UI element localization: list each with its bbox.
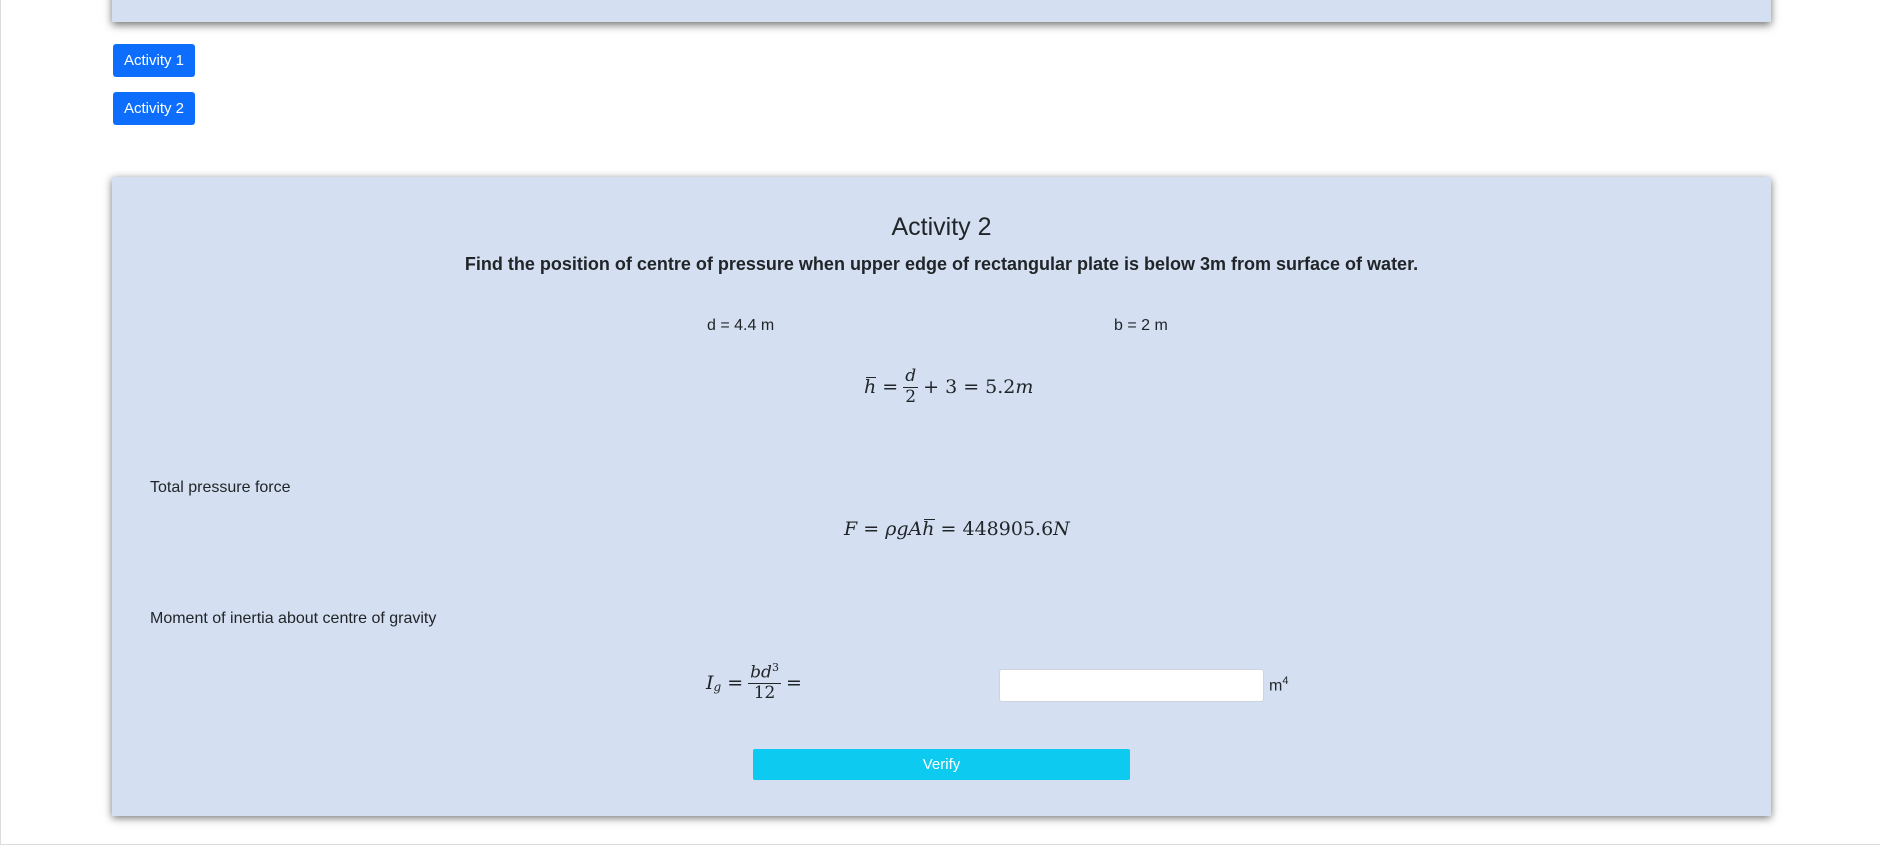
answer-unit: $m^4$ xyxy=(1269,675,1289,695)
bd3-over-12-fraction: $\frac{bd^3}{12}$ xyxy=(750,661,779,704)
d-over-2-fraction: $\frac{d}{2}$ xyxy=(905,366,917,407)
activity-2-button[interactable]: Activity 2 xyxy=(113,92,195,125)
verify-button[interactable]: Verify xyxy=(753,749,1130,780)
h-bar-symbol: h xyxy=(864,376,877,399)
centroid-depth-unit: m xyxy=(1015,376,1034,399)
pressure-force-unit: N xyxy=(1053,518,1070,540)
activity-question: Find the position of centre of pressure when upper edge of rectangular plate is below 3m from surface of water. xyxy=(464,254,1419,274)
centroid-depth-result: + 3 = 5.2 xyxy=(923,376,1016,399)
pressure-force-equation: F = ρgA h = 448905.6 N xyxy=(844,518,1070,540)
moment-of-inertia-label: Moment of inertia about centre of gravity xyxy=(150,610,437,627)
previous-activity-card xyxy=(112,0,1771,22)
activity-card xyxy=(112,177,1771,816)
activity-1-button[interactable]: Activity 1 xyxy=(113,44,195,77)
given-depth: d = 4.4 m xyxy=(707,317,775,334)
centroid-depth-equation: h = $\frac{d}{2}$ + 3 = 5.2 m xyxy=(864,366,1034,407)
activity-title: Activity 2 xyxy=(891,213,992,241)
total-pressure-force-label: Total pressure force xyxy=(150,479,291,496)
moment-of-inertia-input[interactable] xyxy=(999,669,1264,702)
given-breadth: b = 2 m xyxy=(1114,317,1168,334)
pressure-force-result: = 448905.6 xyxy=(940,518,1054,540)
moment-of-inertia-equation: I $_g$ = $\frac{bd^3}{12}$ = xyxy=(706,661,802,704)
